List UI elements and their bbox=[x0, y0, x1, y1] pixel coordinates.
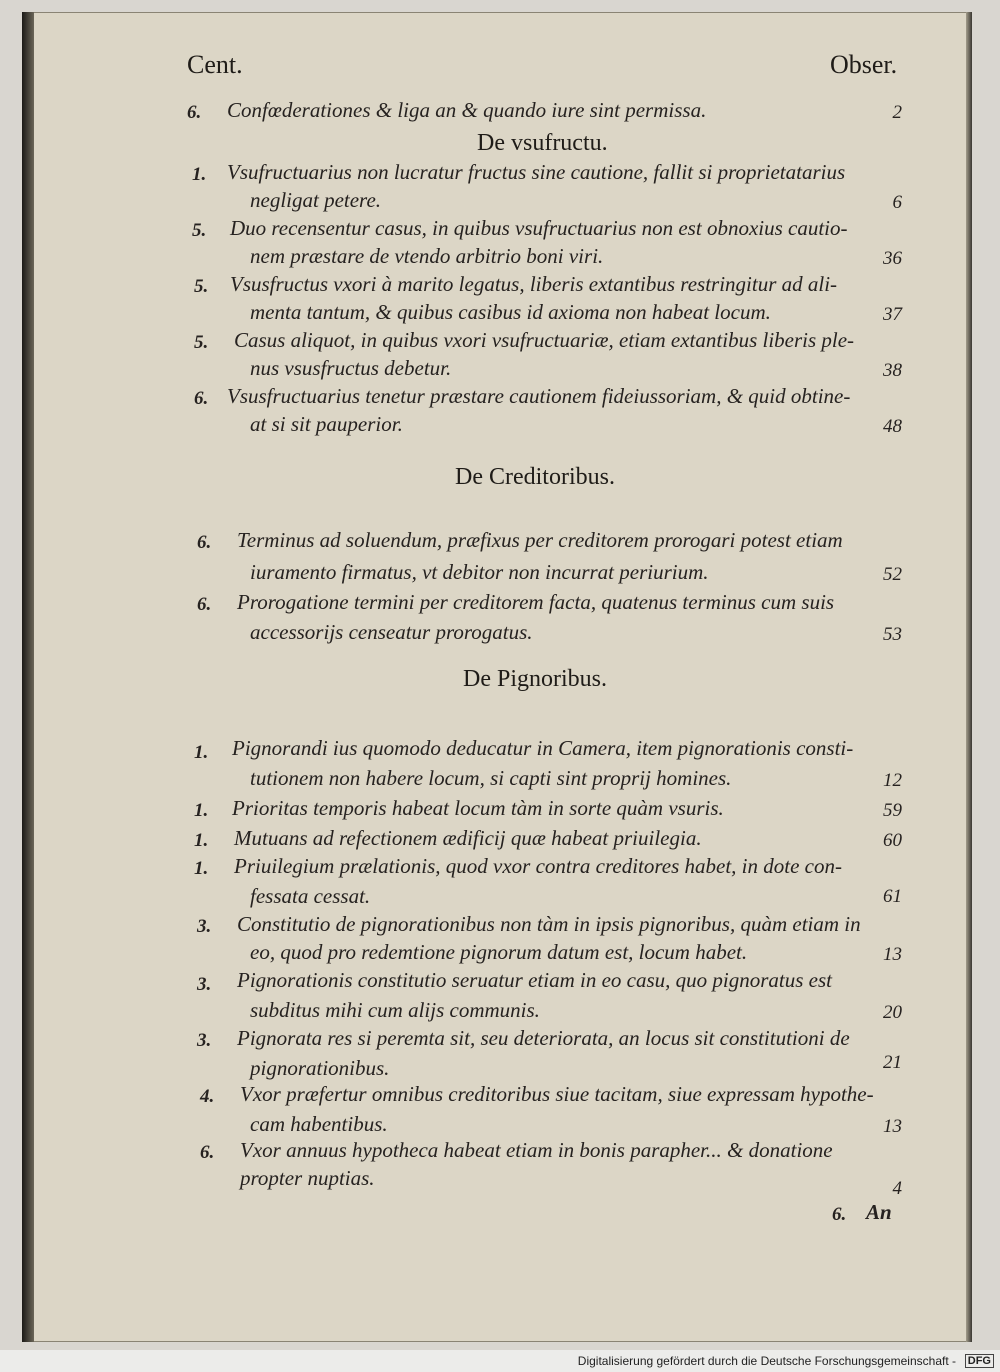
entry-line: nus vsusfructus debetur. bbox=[250, 356, 452, 380]
entry-line: Pignorata res si peremta sit, seu deteriorata, an locus sit constitutioni de bbox=[237, 1026, 850, 1050]
entry-page: 6 bbox=[892, 192, 902, 213]
entry-line: Vsufructuarius non lucratur fructus sine cautione, fallit si proprietatarius bbox=[227, 160, 846, 184]
entry-line: Vxor annuus hypotheca habeat etiam in bonis parapher... & donatione bbox=[240, 1138, 833, 1162]
entry-page: 13 bbox=[883, 944, 902, 965]
entry-page: 2 bbox=[892, 102, 902, 123]
entry-line: Constitutio de pignorationibus non tàm in ipsis pignoribus, quàm etiam in bbox=[237, 912, 861, 936]
entry-number: 1. bbox=[194, 858, 209, 879]
entry-number: 5. bbox=[194, 276, 209, 297]
footer-credit: Digitalisierung gefördert durch die Deutsche Forschungsgemeinschaft - bbox=[577, 1354, 956, 1368]
entry-line: Vsusfructus vxori à marito legatus, liberis extantibus restringitur ad ali- bbox=[230, 272, 838, 296]
entry-line: cam habentibus. bbox=[250, 1112, 388, 1136]
entry-line: subditus mihi cum alijs communis. bbox=[250, 998, 540, 1022]
entry-number: 6. bbox=[194, 388, 209, 409]
entry-page: 20 bbox=[883, 1002, 902, 1023]
entry-number: 6. bbox=[187, 102, 202, 123]
entry-page: 52 bbox=[883, 564, 902, 585]
entry-number: 1. bbox=[192, 164, 207, 185]
entry-number: 6. bbox=[197, 532, 212, 553]
entry-line: Vxor præfertur omnibus creditoribus siue tacitam, siue expressam hypothe- bbox=[240, 1082, 874, 1106]
entry-number: 1. bbox=[194, 742, 209, 763]
entry-line: Priuilegium prælationis, quod vxor contra creditores habet, in dote con- bbox=[234, 854, 842, 878]
entry-line: tutionem non habere locum, si capti sint proprij homines. bbox=[250, 766, 732, 790]
section-heading-pledges: De Pignoribus. bbox=[463, 666, 607, 692]
entry-page: 21 bbox=[883, 1052, 902, 1073]
entry-number: 5. bbox=[194, 332, 209, 353]
entry-page: 61 bbox=[883, 886, 902, 907]
entry-number: 6. bbox=[200, 1142, 215, 1163]
entry-page: 38 bbox=[883, 360, 902, 381]
section-heading-usufruct: De vsufructu. bbox=[477, 130, 608, 156]
running-head-left: Cent. bbox=[187, 50, 243, 79]
entry-number: 4. bbox=[200, 1086, 215, 1107]
entry-number: 3. bbox=[197, 1030, 212, 1051]
entry-line: nem præstare de vtendo arbitrio boni viri. bbox=[250, 244, 604, 268]
entry-line: Vsusfructuarius tenetur præstare cautionem fideiussoriam, & quid obtine- bbox=[227, 384, 851, 408]
entry-page: 53 bbox=[883, 624, 902, 645]
entry-line: fessata cessat. bbox=[250, 884, 371, 908]
entry-line: menta tantum, & quibus casibus id axioma non habeat locum. bbox=[250, 300, 771, 324]
entry-page: 12 bbox=[883, 770, 902, 791]
entry-line: accessorijs censeatur prorogatus. bbox=[250, 620, 533, 644]
book-page bbox=[22, 12, 972, 1342]
running-head-right: Obser. bbox=[830, 50, 898, 79]
entry-line: Duo recensentur casus, in quibus vsufructuarius non est obnoxius cautio- bbox=[230, 216, 848, 240]
entry-line: eo, quod pro redemtione pignorum datum est, locum habet. bbox=[250, 940, 748, 964]
entry-line: Mutuans ad refectionem ædificij quæ habeat priuilegia. bbox=[234, 826, 702, 850]
entry-line: Casus aliquot, in quibus vxori vsufructuariæ, etiam extantibus liberis ple- bbox=[234, 328, 855, 352]
entry-number: 5. bbox=[192, 220, 207, 241]
catchword: An bbox=[866, 1200, 892, 1224]
entry-line: Pignorandi ius quomodo deducatur in Camera, item pignorationis consti- bbox=[232, 736, 854, 760]
entry-number: 3. bbox=[197, 974, 212, 995]
entry-line: propter nuptias. bbox=[240, 1166, 375, 1190]
entry-page: 13 bbox=[883, 1116, 902, 1137]
entry-line: negligat petere. bbox=[250, 188, 382, 212]
footer-bar bbox=[0, 1350, 1000, 1372]
entry-line: Terminus ad soluendum, præfixus per creditorem prorogari potest etiam bbox=[237, 528, 843, 552]
section-heading-creditors: De Creditoribus. bbox=[455, 464, 615, 490]
entry-line: Prorogatione termini per creditorem facta, quatenus terminus cum suis bbox=[237, 590, 835, 614]
dfg-logo: DFG bbox=[965, 1354, 994, 1368]
catchword-number: 6. bbox=[832, 1204, 847, 1225]
entry-line: Prioritas temporis habeat locum tàm in sorte quàm vsuris. bbox=[232, 796, 724, 820]
entry-page: 48 bbox=[883, 416, 902, 437]
entry-number: 1. bbox=[194, 800, 209, 821]
entry-page: 60 bbox=[883, 830, 902, 851]
entry-page: 59 bbox=[883, 800, 902, 821]
entry-page: 37 bbox=[883, 304, 902, 325]
entry-page: 4 bbox=[892, 1178, 902, 1199]
entry-number: 6. bbox=[197, 594, 212, 615]
entry-line: iuramento firmatus, vt debitor non incurrat periurium. bbox=[250, 560, 709, 584]
entry-number: 1. bbox=[194, 830, 209, 851]
entry-line: Pignorationis constitutio seruatur etiam in eo casu, quo pignoratus est bbox=[237, 968, 832, 992]
entry-number: 3. bbox=[197, 916, 212, 937]
entry-line: pignorationibus. bbox=[250, 1056, 390, 1080]
entry-page: 36 bbox=[883, 248, 902, 269]
entry-line: at si sit pauperior. bbox=[250, 412, 403, 436]
entry-line: Confœderationes & liga an & quando iure sint permissa. bbox=[227, 98, 707, 122]
